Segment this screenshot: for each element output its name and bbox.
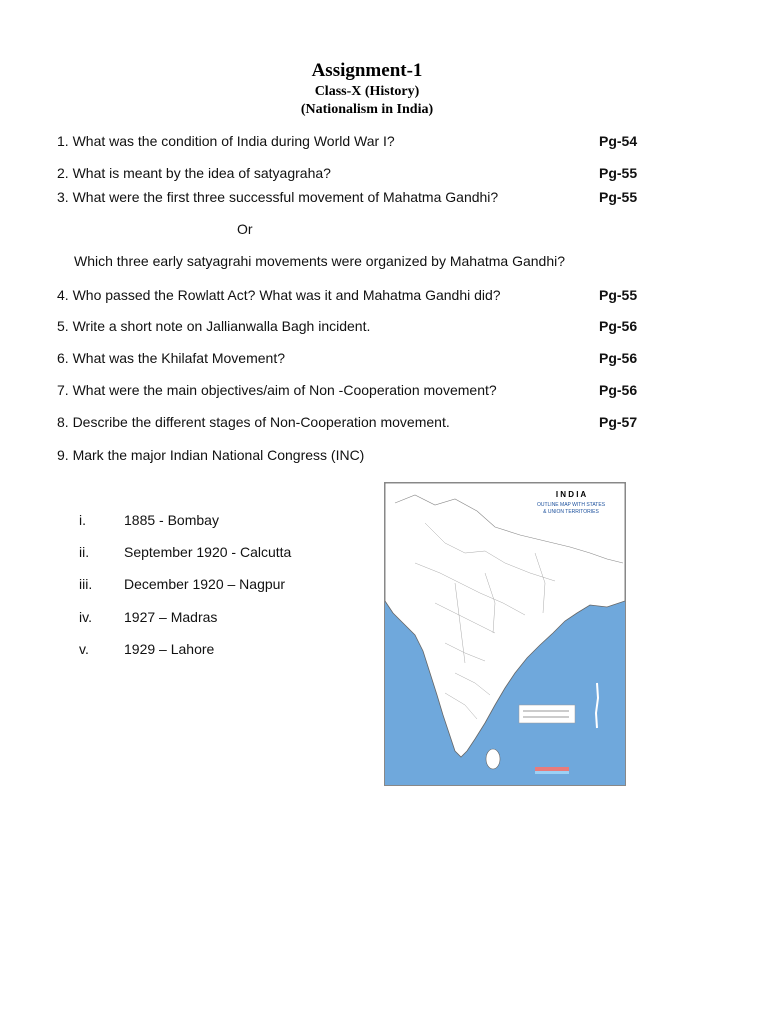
list-item-text: December 1920 – Nagpur bbox=[124, 576, 286, 592]
topic-subtitle: (Nationalism in India) bbox=[300, 102, 434, 117]
question-1-page: Pg-54 bbox=[599, 133, 638, 149]
class-subtitle: Class-X (History) bbox=[314, 84, 420, 99]
list-item-text: September 1920 - Calcutta bbox=[124, 544, 292, 560]
question-2: 2. What is meant by the idea of satyagraha? bbox=[57, 165, 331, 181]
question-5: 5. Write a short note on Jallianwalla Bagh incident. bbox=[57, 318, 371, 334]
question-8: 8. Describe the different stages of Non-Cooperation movement. bbox=[57, 414, 450, 430]
list-item-number: v. bbox=[79, 641, 89, 657]
list-item-number: i. bbox=[79, 512, 86, 528]
question-7-page: Pg-56 bbox=[599, 382, 638, 398]
or-separator: Or bbox=[237, 221, 253, 237]
map-subtitle: OUTLINE MAP WITH STATES bbox=[536, 502, 606, 508]
map-scale-bar bbox=[535, 767, 569, 771]
question-3-alternative: Which three early satyagrahi movements were organized by Mahatma Gandhi? bbox=[74, 253, 566, 269]
list-item-text: 1929 – Lahore bbox=[124, 641, 215, 657]
question-3: 3. What were the first three successful movement of Mahatma Gandhi? bbox=[57, 189, 499, 205]
list-item-number: iii. bbox=[79, 576, 93, 592]
question-6-page: Pg-56 bbox=[599, 350, 638, 366]
question-4-page: Pg-55 bbox=[599, 287, 638, 303]
sri-lanka-island bbox=[486, 749, 500, 769]
list-item-text: 1885 - Bombay bbox=[124, 512, 219, 528]
list-item-number: ii. bbox=[79, 544, 90, 560]
question-2-page: Pg-55 bbox=[599, 165, 638, 181]
map-title: I N D I A bbox=[555, 490, 587, 499]
map-subtitle-2: & UNION TERRITORIES bbox=[543, 509, 599, 515]
question-3-page: Pg-55 bbox=[599, 189, 638, 205]
question-6: 6. What was the Khilafat Movement? bbox=[57, 350, 285, 366]
question-8-page: Pg-57 bbox=[599, 414, 638, 430]
question-4: 4. Who passed the Rowlatt Act? What was it and Mahatma Gandhi did? bbox=[57, 287, 501, 303]
map-scale-bar bbox=[535, 771, 569, 774]
list-item-number: iv. bbox=[79, 609, 92, 625]
question-7: 7. What were the main objectives/aim of Non -Cooperation movement? bbox=[57, 382, 497, 398]
question-9: 9. Mark the major Indian National Congress (INC) bbox=[57, 447, 365, 463]
india-map-svg bbox=[385, 483, 625, 785]
question-1: 1. What was the condition of India during World War I? bbox=[57, 133, 395, 149]
map-legend-box bbox=[519, 705, 575, 723]
page-title: Assignment-1 bbox=[311, 60, 423, 81]
india-outline-map bbox=[384, 482, 626, 786]
question-5-page: Pg-56 bbox=[599, 318, 638, 334]
list-item-text: 1927 – Madras bbox=[124, 609, 218, 625]
